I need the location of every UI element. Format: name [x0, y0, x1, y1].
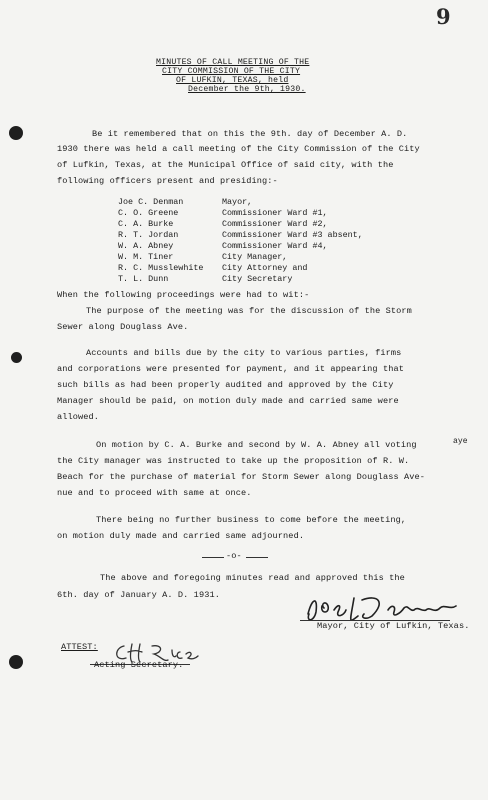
margin-note: aye — [453, 437, 468, 446]
text-line: On motion by C. A. Burke and second by W. A. Abney all voting — [96, 440, 417, 450]
header-line-2: CITY COMMISSION OF THE CITY — [162, 67, 301, 76]
officer-title: Commissioner Ward #3 absent, — [222, 230, 363, 240]
officer-name: R. T. Jordan — [118, 230, 179, 240]
officer-name: R. C. Musslewhite — [118, 263, 204, 273]
text-line: on motion duly made and carried same adjourned. — [57, 531, 305, 541]
text-line: 1930 there was held a call meeting of the City Commission of the City — [57, 144, 420, 154]
text-line: Accounts and bills due by the city to various parties, firms — [86, 348, 402, 358]
officer-title: Commissioner Ward #2, — [222, 219, 328, 229]
text-line: The purpose of the meeting was for the discussion of the Storm — [86, 306, 412, 316]
text-line: Beach for the purchase of material for Storm Sewer along Douglass Ave- — [57, 472, 425, 482]
officer-title: City Secretary — [222, 274, 293, 284]
secretary-caption: Acting Secretary. — [94, 660, 184, 670]
officer-title: Commissioner Ward #4, — [222, 241, 328, 251]
mayor-caption: Mayor, City of Lufkin, Texas. — [317, 621, 470, 631]
binder-hole-middle — [11, 352, 22, 363]
header-line-4: December the 9th, 1930. — [188, 85, 306, 94]
binder-hole-bottom — [9, 655, 23, 669]
divider-rule-left — [202, 557, 224, 558]
page-number: 9 — [436, 4, 453, 29]
divider-rule-right — [246, 557, 268, 558]
header-line-3: OF LUFKIN, TEXAS, held — [176, 76, 289, 85]
binder-hole-top — [9, 126, 23, 140]
officer-name: T. L. Dunn — [118, 274, 169, 284]
officer-title: Mayor, — [222, 197, 253, 207]
text-line: the City manager was instructed to take up the proposition of R. W. — [57, 456, 410, 466]
attest-label: ATTEST: — [61, 642, 98, 652]
text-line: such bills as had been properly audited and approved by the City — [57, 380, 394, 390]
officer-title: Commissioner Ward #1, — [222, 208, 328, 218]
text-line: Sewer along Douglass Ave. — [57, 322, 189, 332]
header-line-1: MINUTES OF CALL MEETING OF THE — [156, 58, 310, 67]
officer-name: C. O. Greene — [118, 208, 179, 218]
text-line: 6th. day of January A. D. 1931. — [57, 590, 220, 600]
officer-name: C. A. Burke — [118, 219, 174, 229]
officer-name: W. M. Tiner — [118, 252, 174, 262]
text-line: and corporations were presented for payment, and it appearing that — [57, 364, 404, 374]
officer-name: Joe C. Denman — [118, 197, 184, 207]
text-line: allowed. — [57, 412, 100, 422]
officer-name: W. A. Abney — [118, 241, 174, 251]
text-line: nue and to proceed with same at once. — [57, 488, 252, 498]
text-line: of Lufkin, Texas, at the Municipal Office of said city, with the — [57, 160, 394, 170]
text-line: The above and foregoing minutes read and approved this the — [100, 573, 405, 583]
text-line: Manager should be paid, on motion duly made and carried same were — [57, 396, 399, 406]
text-line: following officers present and presiding:- — [57, 176, 278, 186]
officer-title: City Attorney and — [222, 263, 308, 273]
divider-mark: -o- — [226, 551, 242, 561]
text-line: There being no further business to come before the meeting, — [96, 515, 407, 525]
proceedings-line: When the following proceedings were had to wit:- — [57, 290, 310, 300]
officer-title: City Manager, — [222, 252, 288, 262]
text-line: Be it remembered that on this the 9th. day of December A. D. — [92, 129, 408, 139]
